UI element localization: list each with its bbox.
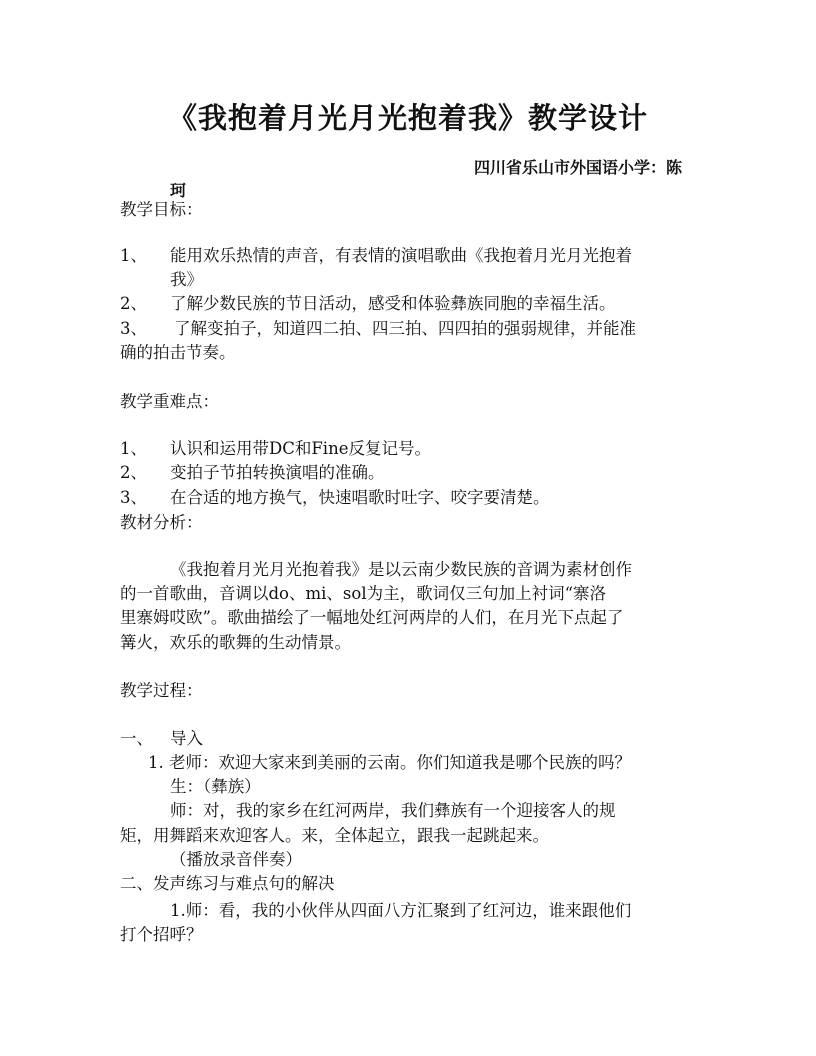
difficulty-text: 认识和运用带DC和Fine反复记号。	[170, 439, 431, 458]
difficulty-text: 变拍子节拍转换演唱的准确。	[170, 463, 385, 482]
analysis-paragraph-line: 里寨姆哎欧”。歌曲描绘了一幅地处红河两岸的人们，在月光下点起了	[120, 608, 624, 627]
difficulties-heading: 教学重难点：	[120, 392, 219, 411]
section-number: 一、	[120, 729, 153, 748]
goal-item-1	[120, 245, 632, 267]
difficulty-number: 3、	[120, 488, 147, 507]
process-item: 1.师：看，我的小伙伴从四面八方汇聚到了红河边，谁来跟他们	[170, 901, 632, 920]
analysis-heading: 教材分析：	[120, 513, 203, 532]
section-intro-heading	[120, 728, 203, 750]
analysis-paragraph-line: 篝火，欢乐的歌舞的生动情景。	[120, 633, 351, 652]
difficulty-text: 在合适的地方换气，快速唱歌时吐字、咬字要清楚。	[170, 488, 550, 507]
process-item-continued: 打个招呼？	[120, 925, 203, 944]
difficulty-item-1	[120, 438, 431, 460]
goal-text: 了解少数民族的节日活动，感受和体验彝族同胞的幸福生活。	[170, 294, 616, 313]
goal-item-3-continued: 确的拍击节奏。	[120, 343, 236, 362]
difficulty-item-2	[120, 462, 385, 484]
author-line-continued: 珂	[170, 181, 187, 200]
page-title: 《我抱着月光月光抱着我》教学设计	[167, 101, 648, 135]
stage-direction: （播放录音伴奏）	[170, 850, 302, 869]
goals-heading: 教学目标：	[120, 200, 203, 219]
goal-number: 3、	[120, 319, 147, 338]
goal-item-1-continued: 我》	[170, 270, 203, 289]
analysis-paragraph-line: 的一首歌曲，音调以do、mi、sol为主，歌词仅三句加上衬词“寨洛	[120, 584, 607, 603]
student-response: 生：（彝族）	[170, 777, 261, 796]
difficulty-number: 1、	[120, 439, 147, 458]
goal-item-3	[120, 318, 636, 340]
goal-item-2	[120, 293, 616, 315]
teacher-dialogue-continued: 矩，用舞蹈来欢迎客人。来，全体起立，跟我一起跳起来。	[120, 826, 549, 845]
process-heading: 教学过程：	[120, 681, 203, 700]
difficulty-number: 2、	[120, 463, 147, 482]
difficulty-item-3	[120, 487, 550, 509]
process-item: 1. 老师：欢迎大家来到美丽的云南。你们知道我是哪个民族的吗？	[148, 753, 631, 772]
goal-text: 能用欢乐热情的声音，有表情的演唱歌曲《我抱着月光月光抱着	[170, 246, 632, 265]
section-vocal-heading: 二、发声练习与难点句的解决	[120, 874, 335, 893]
goal-text: 了解变拍子，知道四二拍、四三拍、四四拍的强弱规律，并能准	[174, 319, 636, 338]
goal-number: 1、	[120, 246, 147, 265]
goal-number: 2、	[120, 294, 147, 313]
section-title: 导入	[170, 729, 203, 748]
analysis-paragraph-line: 《我抱着月光月光抱着我》是以云南少数民族的音调为素材创作	[170, 560, 632, 579]
teacher-dialogue: 师：对，我的家乡在红河两岸，我们彝族有一个迎接客人的规	[170, 801, 616, 820]
author-line: 四川省乐山市外国语小学：陈	[474, 158, 683, 177]
